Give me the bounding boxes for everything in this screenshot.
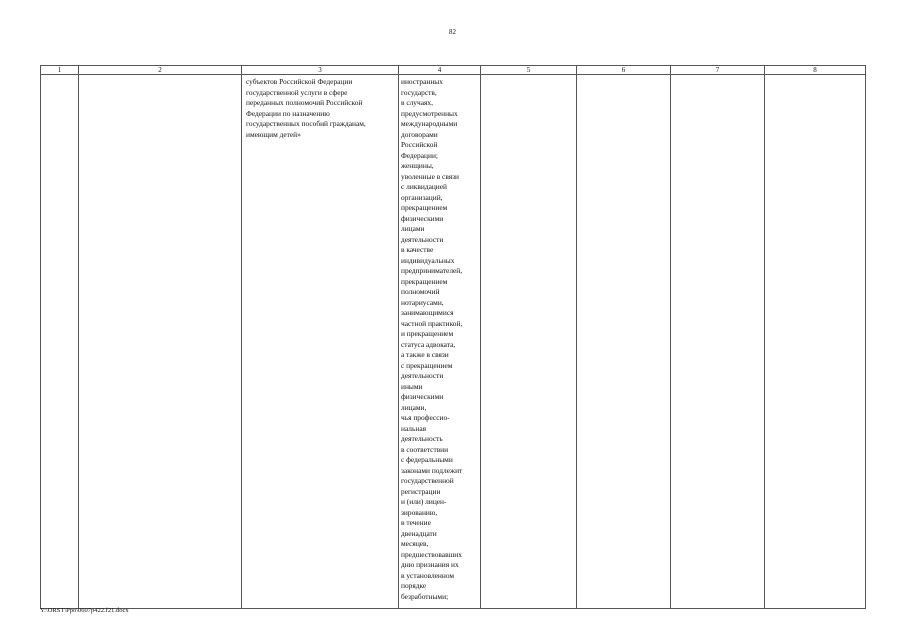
table-cell-col1 bbox=[41, 75, 79, 609]
table-cell-col8 bbox=[765, 75, 866, 609]
table-cell-col5 bbox=[481, 75, 577, 609]
column-header-2: 2 bbox=[79, 66, 242, 75]
column-header-5: 5 bbox=[481, 66, 577, 75]
column-header-6: 6 bbox=[577, 66, 671, 75]
table-cell-applicant-categories: иностранных государств, в случаях, предусмотренных международными договорами Российской Федерации; женщины, уволенные в связи с ликвидацией организаций, прекращением физическими лицами деятельности в качестве индивидуальных предпринимателей, прекращением полномочий нотариусами, занимающимися частной практикой, и прекращением статуса адвоката, а также в связи с прекращением деятельности иными физическими лицами, чья профессио- нальная деятельность в соответствии с федеральными законами подлежит государственной регистрации и (или) лицен- зированию, в течение двенадцати месяцев, предшествовавших дню признания их в установленном порядке безработными; bbox=[399, 75, 481, 609]
table-row bbox=[41, 75, 866, 609]
column-header-3: 3 bbox=[242, 66, 399, 75]
table-cell-col7 bbox=[671, 75, 765, 609]
column-header-1: 1 bbox=[41, 66, 79, 75]
table-cell-col2 bbox=[79, 75, 242, 609]
document-table bbox=[40, 65, 866, 609]
column-header-4: 4 bbox=[399, 66, 481, 75]
column-header-7: 7 bbox=[671, 66, 765, 75]
page-number: 82 bbox=[449, 28, 456, 36]
column-header-8: 8 bbox=[765, 66, 866, 75]
table-header-row bbox=[41, 66, 866, 75]
file-path-footer: Y:\ORST\Ppo\0607p422.f21.docx bbox=[40, 607, 129, 614]
table-cell-service-name: субъектов Российской Федерации государственной услуги в сфере переданных полномочий Российской Федерации по назначению государственных пособий гражданам, имеющим детей» bbox=[242, 75, 399, 609]
table-cell-col6 bbox=[577, 75, 671, 609]
